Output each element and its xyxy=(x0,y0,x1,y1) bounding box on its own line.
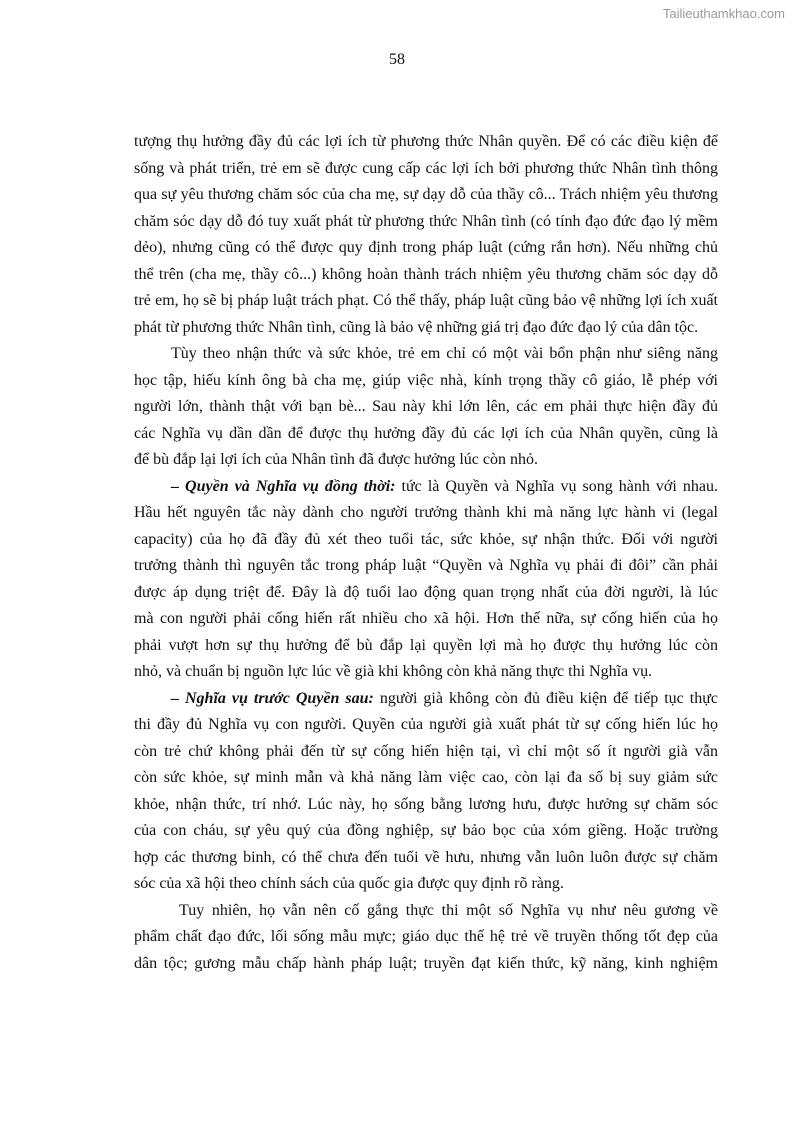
line-text: học tập, hiếu kính ông bà cha mẹ, giúp việc nhà, kính trọng thầy cô giáo, lễ phép với xyxy=(134,371,718,389)
line-text: tức là Quyền và Nghĩa vụ song hành với nhau. xyxy=(395,477,718,495)
line-text: phải vượt hơn sự thụ hưởng để bù đắp lại quyền lợi mà họ được thụ hưởng lúc còn xyxy=(134,636,718,654)
text-line xyxy=(134,792,718,819)
text-line xyxy=(134,765,718,792)
line-text: các Nghĩa vụ dần dần để được thụ hưởng đầy đủ các lợi ích của Nhân quyền, cũng là xyxy=(134,424,718,442)
text-line xyxy=(134,580,718,607)
line-text: sống và phát triển, trẻ em sẽ được cung cấp các lợi ích bởi phương thức Nhân tình thông xyxy=(134,159,718,177)
text-line xyxy=(134,262,718,289)
line-text: nhỏ, và chuẩn bị nguồn lực lúc về già khi không còn khả năng thực thi Nghĩa vụ. xyxy=(134,663,653,680)
line-text: người già không còn đủ điều kiện để tiếp tục thực xyxy=(373,689,718,707)
text-line xyxy=(134,129,718,156)
text-line xyxy=(134,712,718,739)
text-line xyxy=(134,182,718,209)
text-line xyxy=(134,156,718,183)
line-text: còn trẻ chứ không phải đến từ sự cống hiến hiện tại, vì chỉ một số ít người già vẫn xyxy=(134,742,718,760)
watermark: Tailieuthamkhao.com xyxy=(662,6,785,21)
page-number: 58 xyxy=(389,51,405,68)
text-line xyxy=(134,659,718,686)
text-line xyxy=(134,421,718,448)
line-text: thi đầy đủ Nghĩa vụ con người. Quyền của người già xuất phát từ sự cống hiến lúc họ xyxy=(134,716,718,733)
text-line xyxy=(134,209,718,236)
text-line xyxy=(134,553,718,580)
line-text: trẻ em, họ sẽ bị pháp luật trách phạt. Có thể thấy, pháp luật cũng bảo vệ những lợi ích xuất xyxy=(134,292,718,309)
line-text: hợp các thương binh, có thể chưa đến tuổi về hưu, nhưng vẫn luôn luôn được sự chăm xyxy=(134,848,718,866)
text-line xyxy=(134,871,718,898)
line-text: Hầu hết nguyên tắc này dành cho người trưởng thành khi mà năng lực hành vi (legal xyxy=(134,504,718,521)
text-line xyxy=(134,527,718,554)
section-heading: – Nghĩa vụ trước Quyền sau: xyxy=(171,689,374,707)
text-line xyxy=(134,341,718,368)
line-text: capacity) của họ đã đầy đủ xét theo tuổi tác, sức khỏe, sự nhận thức. Đối với người xyxy=(134,530,718,548)
text-line xyxy=(134,606,718,633)
text-line xyxy=(134,288,718,315)
line-text: Tùy theo nhận thức và sức khỏe, trẻ em chỉ có một vài bổn phận như siêng năng xyxy=(171,345,718,362)
text-line xyxy=(134,845,718,872)
text-line xyxy=(134,924,718,951)
line-text: trưởng thành thì nguyên tắc trong pháp luật “Quyền và Nghĩa vụ phải đi đôi” cần phải xyxy=(134,557,718,574)
line-text: để bù đắp lại lợi ích của Nhân tình đã được hưởng lúc còn nhỏ. xyxy=(134,451,538,468)
text-line xyxy=(134,500,718,527)
line-text: thể trên (cha mẹ, thầy cô...) không hoàn thành trách nhiệm yêu thương chăm sóc dạy dỗ xyxy=(134,265,718,283)
line-text: Tuy nhiên, họ vẫn nên cố gắng thực thi một số Nghĩa vụ như nêu gương về xyxy=(179,901,718,919)
line-text: dân tộc; gương mẫu chấp hành pháp luật; truyền đạt kiến thức, kỹ năng, kinh nghiệm xyxy=(134,954,718,972)
line-text: sóc của xã hội theo chính sách của quốc gia được quy định rõ ràng. xyxy=(134,875,564,892)
line-text: phẩm chất đạo đức, lối sống mẫu mực; giáo dục thế hệ trẻ về truyền thống tốt đẹp của xyxy=(134,928,718,945)
body-text xyxy=(134,129,718,977)
line-text: của con cháu, sự yêu quý của đồng nghiệp, sự bảo bọc của xóm giềng. Hoặc trường xyxy=(134,822,718,839)
text-line xyxy=(134,447,718,474)
text-line xyxy=(134,235,718,262)
text-line xyxy=(134,394,718,421)
text-line xyxy=(134,818,718,845)
line-text: chăm sóc dạy dỗ đó tuy xuất phát từ phương thức Nhân tình (có tính đạo đức đạo lý mềm xyxy=(134,212,718,230)
text-line xyxy=(134,633,718,660)
line-text: mà con người phải cống hiến rất nhiều cho xã hội. Hơn thế nữa, sự cống hiến của họ xyxy=(134,610,718,627)
text-line xyxy=(134,951,718,978)
line-text: dẻo), nhưng cũng có thể được quy định trong pháp luật (cứng rắn hơn). Nếu những chủ xyxy=(134,239,718,256)
text-line xyxy=(134,686,718,713)
text-line xyxy=(134,739,718,766)
text-line xyxy=(134,368,718,395)
line-text: tượng thụ hưởng đầy đủ các lợi ích từ phương thức Nhân quyền. Để có các điều kiện để xyxy=(134,133,718,150)
line-text: người lớn, thành thật với bạn bè... Sau này khi lớn lên, các em phải thực hiện đầy đủ xyxy=(134,398,718,415)
line-text: phát từ phương thức Nhân tình, cũng là bảo vệ những giá trị đạo đức đạo lý của dân tộc. xyxy=(134,318,699,336)
line-text: qua sự yêu thương chăm sóc của cha mẹ, sự dạy dỗ của thầy cô... Trách nhiệm yêu thương xyxy=(134,186,718,203)
text-line xyxy=(134,898,718,925)
line-text: khỏe, nhận thức, trí nhớ. Lúc này, họ sống bằng lương hưu, được hưởng sự chăm sóc xyxy=(134,795,718,813)
text-line xyxy=(134,474,718,501)
section-heading: – Quyền và Nghĩa vụ đồng thời: xyxy=(171,477,396,495)
text-line xyxy=(134,315,718,342)
line-text: còn sức khỏe, sự minh mẫn và khả năng làm việc cao, còn lại đa số bị suy giảm sức xyxy=(134,769,718,786)
line-text: được áp dụng triệt để. Đây là độ tuổi lao động quan trọng nhất của đời người, là lúc xyxy=(134,583,718,601)
